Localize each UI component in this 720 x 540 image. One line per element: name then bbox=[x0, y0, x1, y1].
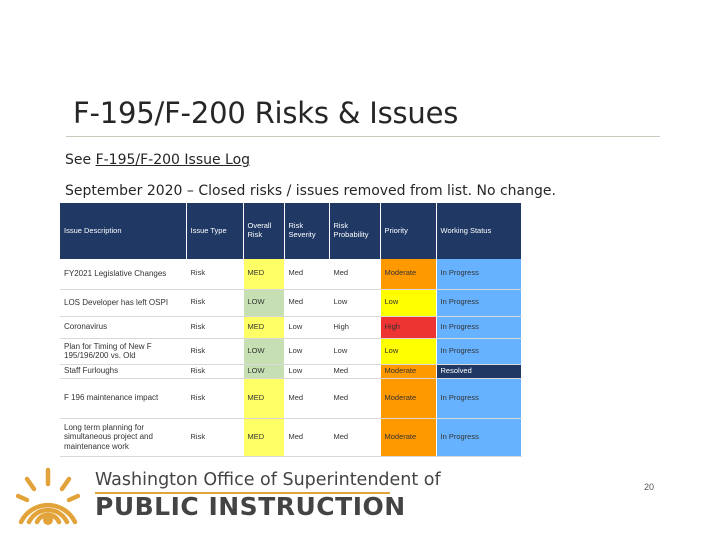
issue-description: Staff Furloughs bbox=[60, 364, 186, 378]
priority: Moderate bbox=[380, 259, 436, 289]
col-header-working-status: Working Status bbox=[436, 203, 521, 259]
risk-severity: Low bbox=[284, 364, 329, 378]
table-row bbox=[60, 316, 521, 338]
table-row bbox=[60, 338, 521, 364]
table-row bbox=[60, 259, 521, 289]
col-header-priority: Priority bbox=[380, 203, 436, 259]
page-number: 20 bbox=[644, 482, 655, 492]
issue-type: Risk bbox=[186, 378, 243, 418]
col-header-issue-description: Issue Description bbox=[60, 203, 186, 259]
table-header-row bbox=[60, 203, 521, 259]
working-status: In Progress bbox=[436, 316, 521, 338]
table-row bbox=[60, 378, 521, 418]
overall-risk: LOW bbox=[243, 289, 284, 316]
risk-probability: Low bbox=[329, 338, 380, 364]
issue-type: Risk bbox=[186, 289, 243, 316]
issue-type: Risk bbox=[186, 418, 243, 456]
risk-probability: Med bbox=[329, 418, 380, 456]
overall-risk: MED bbox=[243, 418, 284, 456]
overall-risk: MED bbox=[243, 378, 284, 418]
issue-description: Long term planning for simultaneous project and maintenance work bbox=[60, 418, 186, 456]
risk-probability: Low bbox=[329, 289, 380, 316]
table-row bbox=[60, 364, 521, 378]
col-header-overall-risk: Overall Risk bbox=[243, 203, 284, 259]
title-divider bbox=[66, 136, 660, 137]
issue-type: Risk bbox=[186, 338, 243, 364]
col-header-issue-type: Issue Type bbox=[186, 203, 243, 259]
risk-probability: Med bbox=[329, 364, 380, 378]
risk-severity: Med bbox=[284, 259, 329, 289]
see-prefix: See bbox=[65, 152, 96, 168]
risk-severity: Low bbox=[284, 316, 329, 338]
risk-severity: Low bbox=[284, 338, 329, 364]
issue-description: FY2021 Legislative Changes bbox=[60, 259, 186, 289]
working-status: In Progress bbox=[436, 259, 521, 289]
overall-risk: LOW bbox=[243, 338, 284, 364]
col-header-risk-probability: Risk Probability bbox=[329, 203, 380, 259]
issue-log-line bbox=[65, 152, 250, 168]
issue-description: F 196 maintenance impact bbox=[60, 378, 186, 418]
working-status: In Progress bbox=[436, 289, 521, 316]
overall-risk: MED bbox=[243, 259, 284, 289]
priority: Moderate bbox=[380, 378, 436, 418]
logo-wordmark: PUBLIC INSTRUCTION bbox=[95, 492, 406, 521]
risk-severity: Med bbox=[284, 378, 329, 418]
risk-issue-table bbox=[60, 203, 522, 457]
risk-severity: Med bbox=[284, 418, 329, 456]
priority: Moderate bbox=[380, 418, 436, 456]
working-status: In Progress bbox=[436, 378, 521, 418]
col-header-risk-severity: Risk Severity bbox=[284, 203, 329, 259]
overall-risk: MED bbox=[243, 316, 284, 338]
priority: Low bbox=[380, 289, 436, 316]
issue-type: Risk bbox=[186, 259, 243, 289]
priority: High bbox=[380, 316, 436, 338]
ospi-sunburst-emblem-icon bbox=[13, 462, 83, 530]
table-row bbox=[60, 289, 521, 316]
slide-title: F-195/F-200 Risks & Issues bbox=[73, 96, 459, 130]
priority: Low bbox=[380, 338, 436, 364]
table-row bbox=[60, 418, 521, 456]
issue-log-link[interactable]: F-195/F-200 Issue Log bbox=[95, 152, 251, 168]
issue-type: Risk bbox=[186, 316, 243, 338]
working-status: In Progress bbox=[436, 338, 521, 364]
status-note: September 2020 – Closed risks / issues removed from list. No change. bbox=[65, 183, 556, 199]
issue-description: LOS Developer has left OSPI bbox=[60, 289, 186, 316]
risk-probability: Med bbox=[329, 378, 380, 418]
risk-probability: High bbox=[329, 316, 380, 338]
risk-severity: Med bbox=[284, 289, 329, 316]
working-status: Resolved bbox=[436, 364, 521, 378]
issue-description: Plan for Timing of New F 195/196/200 vs. Old bbox=[60, 338, 186, 364]
issue-description: Coronavirus bbox=[60, 316, 186, 338]
logo-agency-name: Washington Office of Superintendent of bbox=[95, 470, 441, 490]
working-status: In Progress bbox=[436, 418, 521, 456]
issue-type: Risk bbox=[186, 364, 243, 378]
ospi-logo bbox=[13, 462, 441, 530]
risk-probability: Med bbox=[329, 259, 380, 289]
overall-risk: LOW bbox=[243, 364, 284, 378]
priority: Moderate bbox=[380, 364, 436, 378]
